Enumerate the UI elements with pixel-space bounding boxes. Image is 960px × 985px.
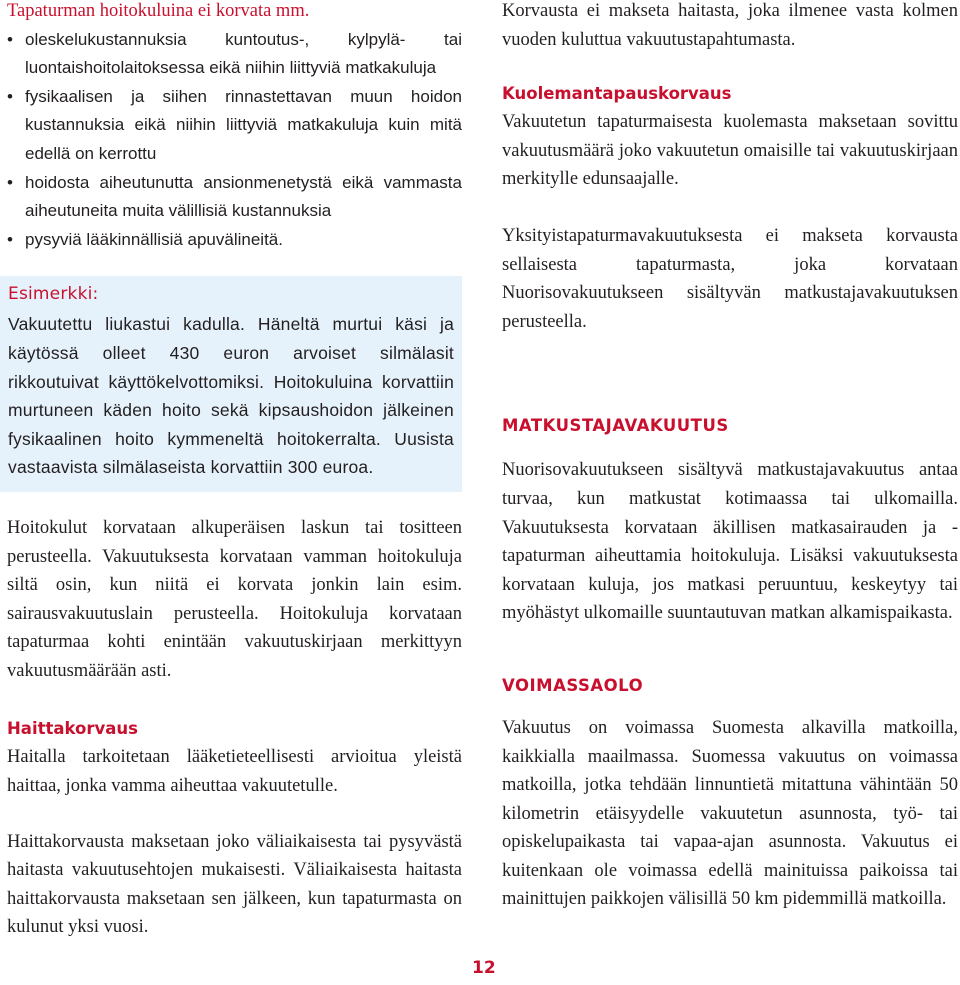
voimassaolo-heading: VOIMASSAOLO [502, 675, 644, 695]
list-item: • oleskelukustannuksia kuntoutus-, kylpylä- tai luontaishoitolaitoksessa eikä niihin liittyviä matkakuluja [7, 26, 462, 83]
kuolemantapauskorvaus-heading: Kuolemantapauskorvaus [502, 84, 732, 104]
page-number: 12 [472, 958, 496, 978]
haitta-paragraph-2: Haittakorvausta maksetaan joko väliaikaisesta tai pysyvästä haitasta vakuutusehtojen mukaisesti. Väliaikaisesta haitasta haittakorvausta maksetaan sen jälkeen, kun tapaturmasta on kulunut yksi vuosi. [7, 831, 462, 938]
yksityistapaturma-paragraph: Yksityistapaturmavakuutuksesta ei makseta korvausta sellaisesta tapaturmasta, joka korvataan Nuorisovakuutukseen sisältyvän matkustajavakuutuksen perusteella. [502, 225, 958, 332]
example-text: Vakuutettu liukastui kadulla. Häneltä murtui käsi ja käytössä olleet 430 euron arvoiset silmälasit rikkoutuivat käyttökelvottomiksi. Hoitokuluina korvattiin murtuneen käden hoito sekä kipsaushoidon jälkeinen fysikaalinen hoito kymmeneltä hoitokerralta. Uusista vastaavista silmälaseista korvattiin 300 euroa. [8, 314, 454, 478]
list-item: • hoidosta aiheutunutta ansionmenetystä eikä vammasta aiheutuneita muita välillisiä kustannuksia [7, 169, 462, 226]
hoitokulut-paragraph: Hoitokulut korvataan alkuperäisen laskun tai tositteen perusteella. Vakuutuksesta korvataan vamman hoitokuluja siltä osin, kun niitä ei korvata jonkin lain esim. sairausvakuutuslain perusteella. Hoitokuluja korvataan tapaturmaa kohti enintään vakuutuskirjaan merkittyyn vakuutusmäärään asti. [7, 517, 462, 681]
korvaus-paragraph: Korvausta ei makseta haitasta, joka ilmenee vasta kolmen vuoden kuluttua vakuutustapahtumasta. [502, 1, 958, 50]
haitta-paragraph-1: Haitalla tarkoitetaan lääketieteellisesti arvioitua yleistä haittaa, jonka vamma aiheuttaa vakuutetulle. [7, 747, 462, 797]
matkustaja-paragraph: Nuorisovakuutukseen sisältyvä matkustajavakuutus antaa turvaa, kun matkustat kotimaassa tai ulkomailla. Vakuutuksesta korvataan äkillisen matkasairauden ja -tapaturman aiheuttamia hoitokuluja. Lisäksi vakuutuksesta korvataan kuluja, jos matkasi peruuntuu, keskeytyy tai myöhästyt ulkomaille suuntautuvan matkan alkamispaikasta. [502, 460, 958, 624]
haittakorvaus-heading: Haittakorvaus [7, 719, 138, 739]
example-box [0, 276, 462, 492]
voimassaolo-paragraph: Vakuutus on voimassa Suomesta alkavilla matkoilla, kaikkialla maailmassa. Suomessa vakuutus on voimassa matkoilla, jotka tehdään linnuntietä mitattuna vähintään 50 kilometrin etäisyydelle vakuutetun asunnosta, työ- tai opiskelupaikasta tai vapaa-ajan asunnosta. Vakuutus ei kuitenkaan ole voimassa edellä mainituissa paikoissa tai mainittujen paikkojen välisillä 50 km pidemmillä matkoilla. [502, 717, 958, 910]
matkustajavakuutus-heading: MATKUSTAJAVAKUUTUS [502, 416, 729, 436]
example-title: Esimerkki: [8, 284, 99, 305]
exclusions-list [7, 26, 462, 255]
left-column [7, 0, 462, 942]
kuolema-paragraph: Vakuutetun tapaturmaisesta kuolemasta maksetaan sovittu vakuutusmäärä joko vakuutetun omaisille tai vakuutuskirjaan merkitylle edunsaajalle. [502, 112, 958, 190]
list-item: • fysikaalisen ja siihen rinnastettavan muun hoidon kustannuksia eikä niihin liittyviä matkakuluja kuin mitä edellä on kerrottu [7, 83, 462, 169]
intro-line: Tapaturman hoitokuluina ei korvata mm. [7, 1, 310, 21]
right-column [502, 0, 958, 914]
list-item: • pysyviä lääkinnällisiä apuvälineitä. [7, 226, 462, 255]
